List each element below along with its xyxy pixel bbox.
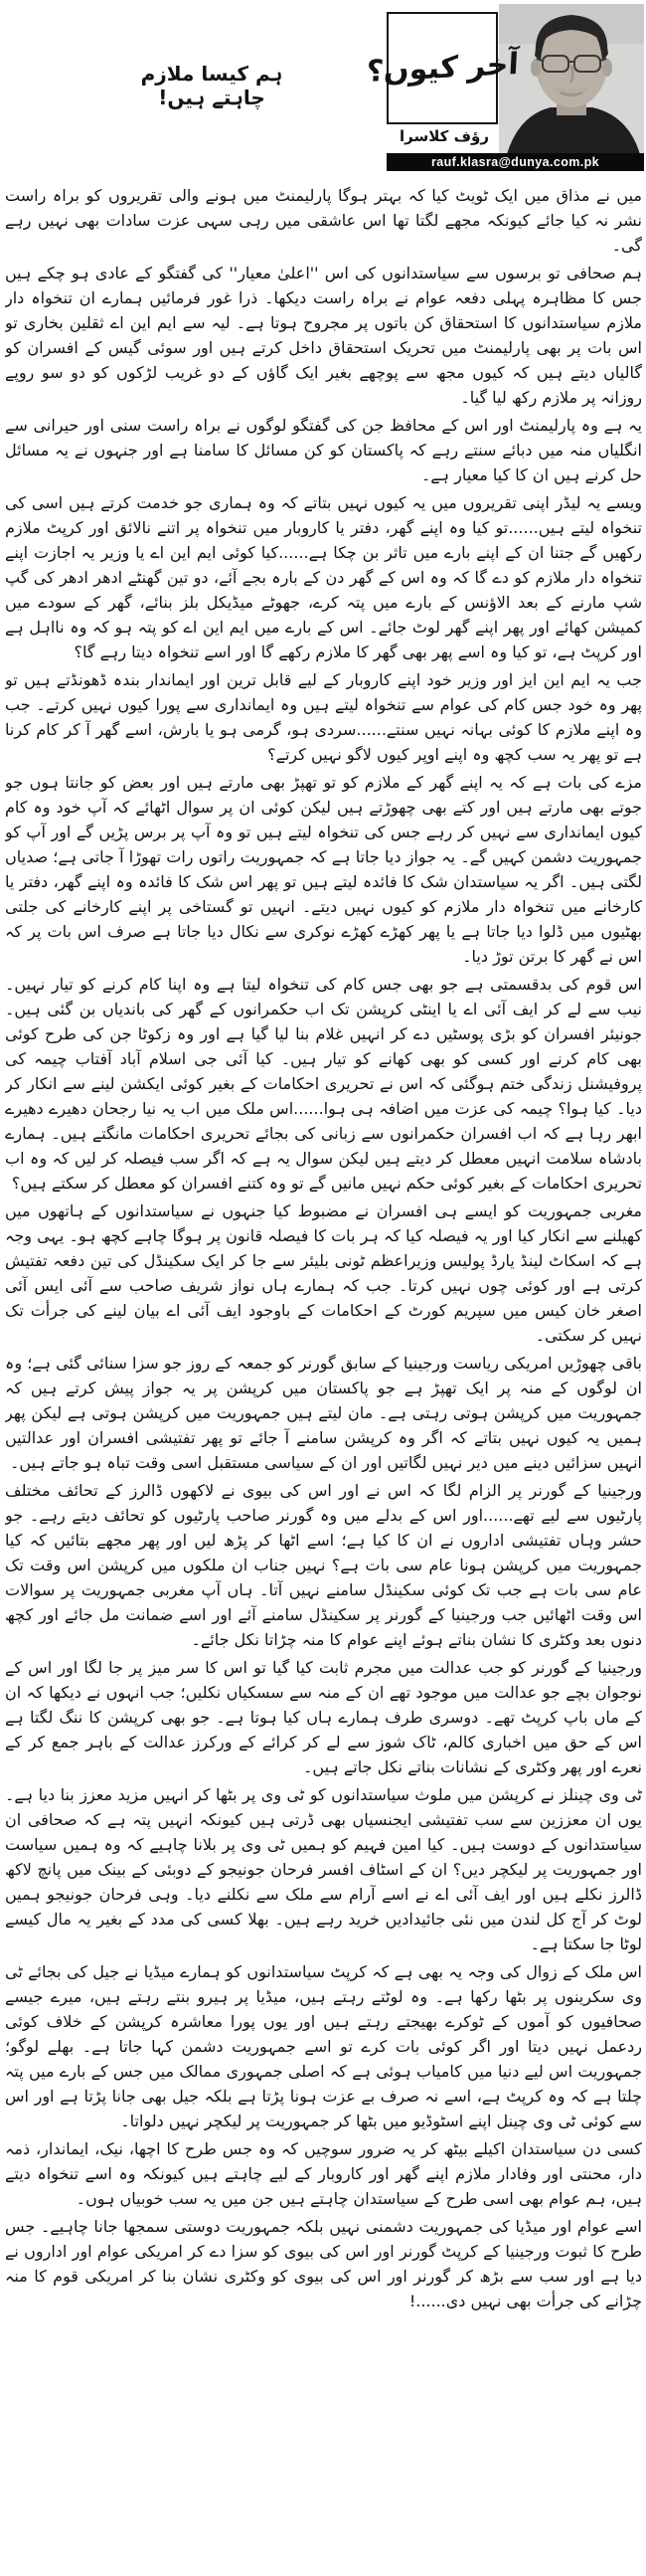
article-paragraph: ویسے یہ لیڈر اپنی تقریروں میں یہ کیوں نہیں بتاتے کہ وہ ہماری جو خدمت کرتے ہیں اسی کی تنخواہ لیتے ہیں......تو کیا وہ اپنے گھر، دفتر یا کاروبار میں تنخواہ پر اتنے نالائق اور کرپٹ ملازم رکھیں گے جتنا ان کے اپنے بارے میں تاثر بن چکا ہے......کیا کوئی ایم این اے یا وزیر یہ اجازت اپنے تنخواہ دار ملازم کو دے گا کہ وہ اس کے گھر دن کے بارہ بجے آئے، دو تین گھنٹے ادھر ادھر کی گپ شپ مارنے کے بعد الاؤنس کے بارے میں پتہ کرے، جھوٹے میڈیکل بلز بنائے، گھر کے سودے میں کمیشن کھائے اور پھر اپنے گھر لوٹ جائے۔ اس کے بارے میں ایم این اے کو پتہ ہو کہ وہ نااہل ہے اور کرپٹ ہے، تو کیا وہ اسے پھر بھی گھر کا ملازم رکھے گا اور اسے تنخواہ دیتا رہے گا؟ [5, 493, 642, 661]
article-paragraph: مزے کی بات ہے کہ یہ اپنے گھر کے ملازم کو تو تھپڑ بھی مارتے ہیں اور بعض کو جانتا ہوں جو جوتے بھی مارتے ہیں اور کتے بھی چھوڑتے ہیں لیکن کوئی ان پر سوال اٹھائے کہ آپ خود وہ کام کیوں ایمانداری سے نہیں کر رہے جس کی تنخواہ لیتے ہیں تو وہ آپ پر برس پڑیں گے اور آپ کو جمہوریت دشمن کہیں گے۔ یہ جواز دیا جاتا ہے کہ جمہوریت راتوں رات تھوڑا آ جاتی ہے؛ صدیاں لگتی ہیں۔ اگر یہ سیاستدان شک کا فائدہ لیتے ہیں تو پھر اس شک کا فائدہ وہ اپنے گھر، دفتر یا کارخانے میں تنخواہ دار ملازم کو کیوں نہیں دیتے۔ انہیں تو گستاخی پر اپنے کارخانے کی جلتی بھٹیوں میں ڈلوا دیا جاتا ہے یا پھر کھڑے کھڑے نوکری سے نکال دیا جاتا ہے صرف اس بات پر کہ اس نے گھر کا برتن توڑ دیا۔ [5, 773, 642, 966]
article-paragraph: اس ملک کے زوال کی وجہ یہ بھی ہے کہ کرپٹ سیاستدانوں کو ہمارے میڈیا نے جیل کی بجائے ٹی وی سکرینوں پر بٹھا رکھا ہے۔ وہ لوٹتے رہتے ہیں، میڈیا پر ہیرو بنتے رہتے ہیں، میرے جیسے صحافیوں کو آموں کے ٹوکرے بھیجتے رہتے ہیں اور یوں پورا معاشرہ کرپشن کے خلاف کوئی ردعمل نہیں دیتا اور اگر کوئی بات کرے تو اسے جمہوریت دشمن کہا جاتا ہے۔ بھلے لوگو؛ جمہوریت اس لیے دنیا میں کامیاب ہوئی ہے کہ اصلی جمہوری ممالک میں جس کے بارے میں پتہ چلتا ہے کہ وہ کرپٹ ہے، اسے نہ صرف بے عزت ہونا پڑتا ہے بلکہ جیل بھی جانا پڑتا ہے اور اس سے کوئی ٹی وی چینل اپنے اسٹوڈیو میں بٹھا کر جمہوریت پر لیکچر نہیں دلواتا۔ [5, 1962, 642, 2130]
article-paragraph: جب یہ ایم این ایز اور وزیر خود اپنے کاروبار کے لیے قابل ترین اور ایماندار بندہ ڈھونڈتے ہیں تو پھر وہ خود جس کام کی عوام سے تنخواہ لیتے ہیں وہ ایمانداری سے پورا کیوں نہیں کرتے۔ جب وہ اپنے ملازم کا کوئی بہانہ نہیں سنتے......سردی ہو، گرمی ہو یا بارش، اسے گھر آ کر کام کرنا ہے تو پھر یہ سب کچھ وہ اپنے اوپر کیوں لاگو نہیں کرتے؟ [5, 670, 642, 764]
author-signature: رؤف کلاسرا [400, 127, 489, 145]
column-header [365, 4, 644, 171]
article-paragraph: ورجینیا کے گورنر کو جب عدالت میں مجرم ثابت کیا گیا تو اس کا سر میز پر جا لگا اور اس کے نوجوان بچے جو عدالت میں موجود تھے ان کے منہ سے سسکیاں نکلیں؛ جب انہوں نے دیکھا کہ ان کے ماں باپ کرپٹ تھے۔ دوسری طرف ہمارے ہاں کیا ہوتا ہے۔ جو بھی کرپشن کا ننگ لگتا ہے اس کے حق میں اخباری کالم، ٹاک شوز سے لے کر کرائے کے ورکرز عدالت کے باہر جمع کر کے نعرے اور پھر وکٹری کے نشانات بناتے نکل جاتے ہیں۔ [5, 1658, 642, 1776]
column-logo-box [365, 12, 520, 124]
article-paragraph: کسی دن سیاستدان اکیلے بیٹھ کر یہ ضرور سوچیں کہ وہ جس طرح کا اچھا، نیک، ایماندار، ذمہ دار، محنتی اور وفادار ملازم اپنے گھر اور کاروبار کے لیے چاہتے ہیں کیونکہ وہ اسے تنخواہ دیتے ہیں، ہم عوام بھی اسی طرح کے سیاستدان چاہتے ہیں جن میں یہ سب خوبیاں ہوں۔ [5, 2139, 642, 2208]
author-photo [499, 4, 644, 154]
article-paragraph: یہ ہے وہ پارلیمنٹ اور اس کے محافظ جن کی گفتگو لوگوں نے براہ راست سنی اور حیرانی سے انگلیاں منہ میں دبائے سنتے رہے کہ پاکستان کو کن مسائل کا سامنا ہے اور جنہوں نے یہ مسائل حل کرنے ہیں ان کا کیا معیار ہے۔ [5, 416, 642, 484]
author-email-text: rauf.klasra@dunya.com.pk [430, 155, 600, 169]
article-paragraph: مغربی جمہوریت کو ایسے ہی افسران نے مضبوط کیا جنہوں نے سیاستدانوں کے ہاتھوں میں کھیلنے سے انکار کیا اور یہ فیصلہ کیا کہ ہر بات کا فیصلہ قانون پر ہوگا چاہے کچھ ہو۔ یہی وجہ ہے کہ اسکاٹ لینڈ یارڈ پولیس وزیراعظم ٹونی بلیئر سے جا کر ایک سکینڈل کی تین دفعہ تفتیش کرتی ہے اور کوئی چوں نہیں کرتا۔ جب کہ ہمارے ہاں نواز شریف صاحب سے آئی ایس آئی اصغر خان کیس میں سپریم کورٹ کے احکامات کے باوجود ایف آئی اے بیان لینے کی جرأت تک نہیں کر سکتی۔ [5, 1201, 642, 1345]
article-headline: ہم کیسا ملازم چاہتے ہیں! [140, 62, 283, 109]
email-bar [387, 153, 644, 171]
article-paragraph: ٹی وی چینلز نے کرپشن میں ملوث سیاستدانوں کو ٹی وی پر بٹھا کر انہیں مزید معزز بنا دیا ہے۔ یوں ان معززین سے سب تفتیشی ایجنسیاں بھی ڈرتی ہیں کیونکہ انہیں پتہ ہے کہ صحافی ان سیاستدانوں کے دوست ہیں۔ کیا امین فہیم کو ہمیں ٹی وی پر بلانا چاہیے کہ وہ ہمیں سیاست اور جمہوریت پر لیکچر دیں؟ ان کے اسٹاف افسر فرحان جونیجو کے دوبئی کے بینک میں پانچ لاکھ ڈالرز نکلے ہیں اور ایف آئی اے نے اسے آرام سے ملک سے نکلنے دیا۔ وہی فرحان جونیجو ہمیں لوٹ کر آج کل لندن میں نئی جائیدادیں خرید رہے ہیں۔ بھلا کسی کی مدد کے بغیر یہ مال کیسے لوٹا جا سکتا ہے۔ [5, 1785, 642, 1953]
article-paragraph: باقی چھوڑیں امریکی ریاست ورجینیا کے سابق گورنر کو جمعہ کے روز جو سزا سنائی گئی ہے؛ وہ ان لوگوں کے منہ پر ایک تھپڑ ہے جو پاکستان میں کرپشن پر یہ جواز پیش کرتے ہیں کہ جمہوریت میں کرپشن ہوتی رہتی ہے۔ مان لیتے ہیں جمہوریت میں کرپشن ہوتی ہے لیکن پھر ہمیں یہ کیوں نہیں بتاتے کہ اگر وہ کرپشن سامنے آ جائے تو پھر تفتیشی افسران اور عدالتیں انہیں سزائیں دینے میں دیر نہیں لگاتیں اور ان کے سیاسی مستقبل اسی وقت تباہ ہو جاتے ہیں۔ [5, 1354, 642, 1472]
article-paragraph: میں نے مذاق میں ایک ٹویٹ کیا کہ بہتر ہوگا پارلیمنٹ میں ہونے والی تقریروں کو براہ راست نشر نہ کیا جائے کیونکہ مجھے لگتا تھا اس عاشقی میں رہی سہی عزت سادات بھی نہیں رہے گی۔ [5, 186, 642, 255]
article-paragraph: ہم صحافی تو برسوں سے سیاستدانوں کی اس ''اعلیٰ معیار'' کی گفتگو کے عادی ہو چکے ہیں جس کا مظاہرہ پہلی دفعہ عوام نے براہ راست دیکھا۔ ذرا غور فرمائیں ہمارے ان تنخواہ دار ملازم سیاستدانوں کا استحقاق کن باتوں پر مجروح ہوتا ہے۔ لیہ سے ایم این اے ثقلین بخاری تو اس بات پر بھی پارلیمنٹ میں تحریک استحقاق داخل کرتے ہیں اور سوئی گیس کے افسران کو گالیاں دیتے ہیں کہ کیوں مجھ سے پوچھے بغیر ایک گاؤں کے دو غریب لڑکوں کو دو سو روپے روزانہ پر ملازم رکھ لیا گیا۔ [5, 264, 642, 407]
article-paragraph: ورجینیا کے گورنر پر الزام لگا کہ اس نے اور اس کی بیوی نے لاکھوں ڈالرز کے تحائف مختلف پارٹیوں سے لیے تھے......اور اس کے بدلے میں وہ گورنر صاحب پارٹیوں کو تحائف دیتے رہے۔ جو حشر وہاں تفتیشی اداروں نے ان کا کیا ہے؛ اسے اٹھا کر پڑھ لیں اور پھر مجھے بتائیں کہ کیا جمہوریت میں کرپشن ہونا عام سی بات ہے؟ نہیں جناب ان ملکوں میں کرپشن اس وقت تک عام سی بات ہے جب تک کوئی سکینڈل سامنے نہیں آتا۔ ہاں آپ مغربی جمہوریت پر سوالات اس وقت اٹھائیں جب ورجینیا کے گورنر پر سکینڈل سامنے آئے اور اسے ضمانت مل جائے اور کچھ دنوں بعد وکٹری کا نشان بناتے ہوئے اپنے عوام کا منہ چڑاتا نکل جائے۔ [5, 1481, 642, 1649]
column-title-calligraphy: آخر کیوں؟ [365, 47, 520, 90]
author-photo-illustration [499, 4, 644, 154]
article-body [5, 183, 642, 2576]
article-paragraph: اسے عوام اور میڈیا کی جمہوریت دشمنی نہیں بلکہ جمہوریت دوستی سمجھا جانا چاہیے۔ جس طرح کا ثبوت ورجینیا کے کرپٹ گورنر اور اس کی بیوی کو سزا دے کر امریکی عوام اور اداروں نے دیا ہے اور سب سے بڑھ کر گورنر اور اس کی بیوی کو وکٹری نشان بنا کر امریکی قوم کا منہ چڑانے کی جرأت بھی نہیں دی......! [5, 2217, 642, 2310]
article-paragraph: اس قوم کی بدقسمتی ہے جو بھی جس کام کی تنخواہ لیتا ہے وہ اپنا کام کرنے کو تیار نہیں۔ نیب سے لے کر ایف آئی اے یا اینٹی کرپشن تک اب حکمرانوں کے گھر کی باندیاں بن گئی ہیں۔ جونیئر افسران کو بڑی پوسٹیں دے کر انہیں غلام بنا لیا گیا ہے اور وہ زکوٹا جن کی طرح کوئی بھی کام کرنے اور کسی کو بھی کھانے کو تیار ہیں۔ کیا آئی جی اسلام آباد آفتاب چیمہ کی پروفیشنل زندگی ختم ہوگئی کہ اس نے تحریری احکامات کے بغیر کوئی ایکشن لینے سے انکار کر دیا۔ کیا ہوا؟ چیمہ کی عزت میں اضافہ ہی ہوا......اس ملک میں اب یہ نیا رجحان دھیرے دھیرے ابھر رہا ہے کہ اب افسران حکمرانوں سے زبانی کی بجائے تحریری احکامات مانگتے ہیں۔ ہمارے بادشاہ سلامت انہیں معطل کر دیتے ہیں لیکن سوال یہ ہے کہ اگر سب فیصلہ کر لیں کہ وہ اب تحریری احکامات کے بغیر کوئی حکم نہیں مانیں گے تو وہ کتنے افسران کو معطل کر سکتے ہیں؟ [5, 975, 642, 1193]
